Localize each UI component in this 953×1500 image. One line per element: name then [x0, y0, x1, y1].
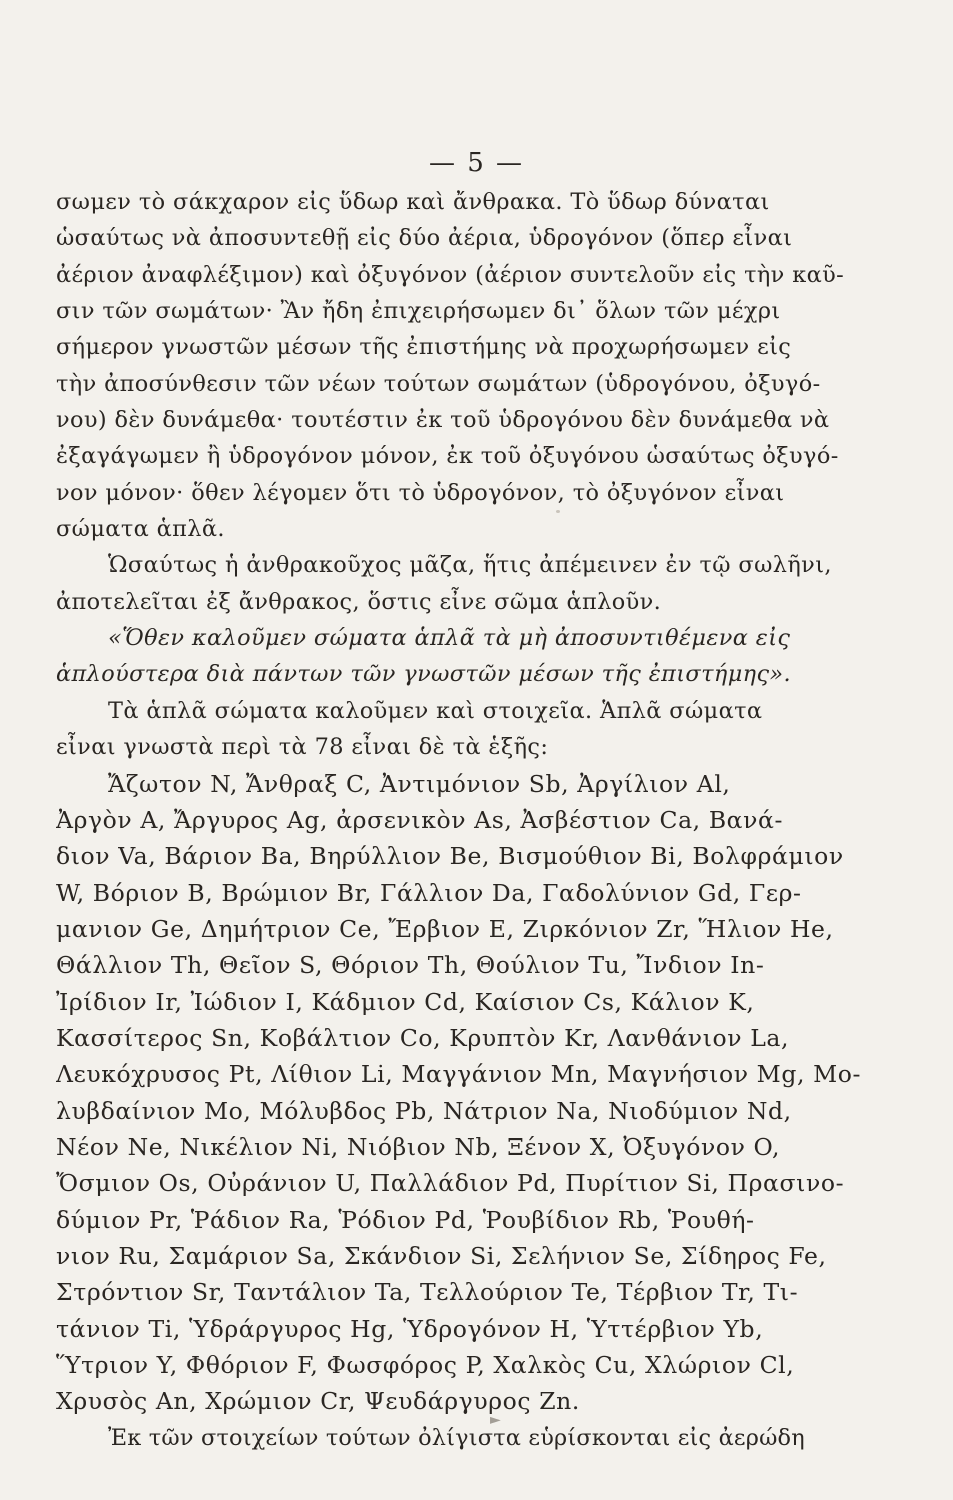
- text-line: σιν τῶν σωμάτων· Ἂν ἤδη ἐπιχειρήσωμεν δι᾽ ὅλων τῶν μέχρι: [56, 298, 781, 325]
- page-number: — 5 —: [428, 148, 525, 178]
- definition-line: «Ὅθεν καλοῦμεν σώματα ἁπλᾶ τὰ μὴ ἀποσυντιθέμενα εἰς: [108, 625, 791, 652]
- text-line: νου) δὲν δυνάμεθα· τουτέστιν ἐκ τοῦ ὑδρογόνου δὲν δυνάμεθα νὰ: [56, 407, 830, 434]
- body-text: [56, 184, 898, 1456]
- text-line: νον μόνον· ὅθεν λέγομεν ὅτι τὸ ὑδρογόνον, τὸ ὀξυγόνον εἶναι: [56, 479, 785, 506]
- text-line: Τὰ ἁπλᾶ σώματα καλοῦμεν καὶ στοιχεῖα. Ἁπλᾶ σώματα: [108, 697, 763, 724]
- element-list-line: τάνιον Ti, Ὑδράργυρος Hg, Ὑδρογόνον H, Ὑττέρβιον Yb,: [56, 1314, 764, 1343]
- text-line: ὡσαύτως νὰ ἀποσυντεθῇ εἰς δύο ἀέρια, ὑδρογόνον (ὅπερ εἶναι: [56, 225, 793, 252]
- element-list-line: Ὕτριον Y, Φθόριον F, Φωσφόρος P, Χαλκὸς Cu, Χλώριον Cl,: [56, 1351, 795, 1379]
- text-line: Ἐκ τῶν στοιχείων τούτων ὀλίγιστα εὑρίσκονται εἰς ἀερώδη: [108, 1424, 805, 1451]
- element-list-line: Στρόντιον Sr, Ταντάλιον Ta, Τελλούριον Te, Τέρβιον Tr, Τι-: [56, 1278, 799, 1307]
- text-line: Ὡσαύτως ἡ ἀνθρακοῦχος μᾶζα, ἥτις ἀπέμεινεν ἐν τῷ σωλῆνι,: [108, 552, 832, 579]
- element-list-line: Ὄσμιον Os, Οὐράνιον U, Παλλάδιον Pd, Πυρίτιον Si, Πρασινο-: [56, 1169, 845, 1198]
- element-list-line: διον Va, Βάριον Ba, Βηρύλλιον Be, Βισμούθιον Bi, Βολφράμιον: [56, 842, 844, 871]
- element-list-line: λυβδαίνιον Mo, Μόλυβδος Pb, Νάτριον Na, Νιοδύμιον Nd,: [56, 1096, 792, 1125]
- element-list-line: δύμιον Pr, Ῥάδιον Ra, Ῥόδιον Pd, Ῥουβίδιον Rb, Ῥουθή-: [56, 1205, 755, 1234]
- paper-speck: [556, 510, 560, 513]
- element-list-line: Ἀργὸν A, Ἄργυρος Ag, ἀρσενικὸν As, Ἀσβέστιον Ca, Βανά-: [56, 805, 784, 834]
- text-line: σήμερον γνωστῶν μέσων τῆς ἐπιστήμης νὰ προχωρήσωμεν εἰς: [56, 334, 792, 361]
- element-list-line: μανιον Ge, Δημήτριον Ce, Ἔρβιον E, Ζιρκόνιον Zr, Ἥλιον He,: [56, 914, 834, 943]
- element-list-line: νιον Ru, Σαμάριον Sa, Σκάνδιον Si, Σελήνιον Se, Σίδηρος Fe,: [56, 1241, 827, 1270]
- element-list-line: Λευκόχρυσος Pt, Λίθιον Li, Μαγγάνιον Mn, Μαγνήσιον Mg, Μο-: [56, 1060, 862, 1089]
- element-list-line: Ἄζωτον N, Ἄνθραξ C, Ἀντιμόνιον Sb, Ἀργίλιον Al,: [108, 769, 731, 798]
- element-list-line: W, Βόριον B, Βρώμιον Br, Γάλλιον Da, Γαδολύνιον Gd, Γερ-: [56, 878, 802, 907]
- text-line: εἶναι γνωστὰ περὶ τὰ 78 εἶναι δὲ τὰ ἑξῆς:: [56, 734, 549, 761]
- definition-line: ἁπλούστερα διὰ πάντων τῶν γνωστῶν μέσων τῆς ἐπιστήμης».: [56, 661, 792, 688]
- text-line: ἀποτελεῖται ἐξ ἄνθρακος, ὅστις εἶνε σῶμα ἁπλοῦν.: [56, 588, 662, 615]
- text-line: ἀέριον ἀναφλέξιμον) καὶ ὀξυγόνον (ἀέριον συντελοῦν εἰς τὴν καῦ-: [56, 261, 845, 288]
- text-line: σωμεν τὸ σάκχαρον εἰς ὕδωρ καὶ ἄνθρακα. Τὸ ὕδωρ δύναται: [56, 189, 770, 215]
- element-list-line: Χρυσὸς An, Χρώμιον Cr, Ψευδάργυρος Zn.: [56, 1387, 580, 1416]
- text-line: σώματα ἁπλᾶ.: [56, 516, 225, 543]
- element-list-line: Ἰρίδιον Ir, Ἰώδιον I, Κάδμιον Cd, Καίσιον Cs, Κάλιον K,: [56, 987, 755, 1016]
- text-line: τὴν ἀποσύνθεσιν τῶν νέων τούτων σωμάτων (ὑδρογόνου, ὀξυγό-: [56, 370, 821, 397]
- text-line: ἐξαγάγωμεν ἢ ὑδρογόνον μόνον, ἐκ τοῦ ὀξυγόνου ὡσαύτως ὀξυγό-: [56, 443, 839, 470]
- element-list-line: Νέον Ne, Νικέλιον Ni, Νιόβιον Nb, Ξένον X, Ὀξυγόνον O,: [56, 1132, 781, 1161]
- bottom-mark: ►: [490, 1412, 501, 1428]
- element-list-line: Κασσίτερος Sn, Κοβάλτιον Co, Κρυπτὸν Kr, Λανθάνιον La,: [56, 1023, 790, 1052]
- element-list-line: Θάλλιον Th, Θεῖον S, Θόριον Th, Θούλιον Tu, Ἴνδιον In-: [56, 951, 765, 980]
